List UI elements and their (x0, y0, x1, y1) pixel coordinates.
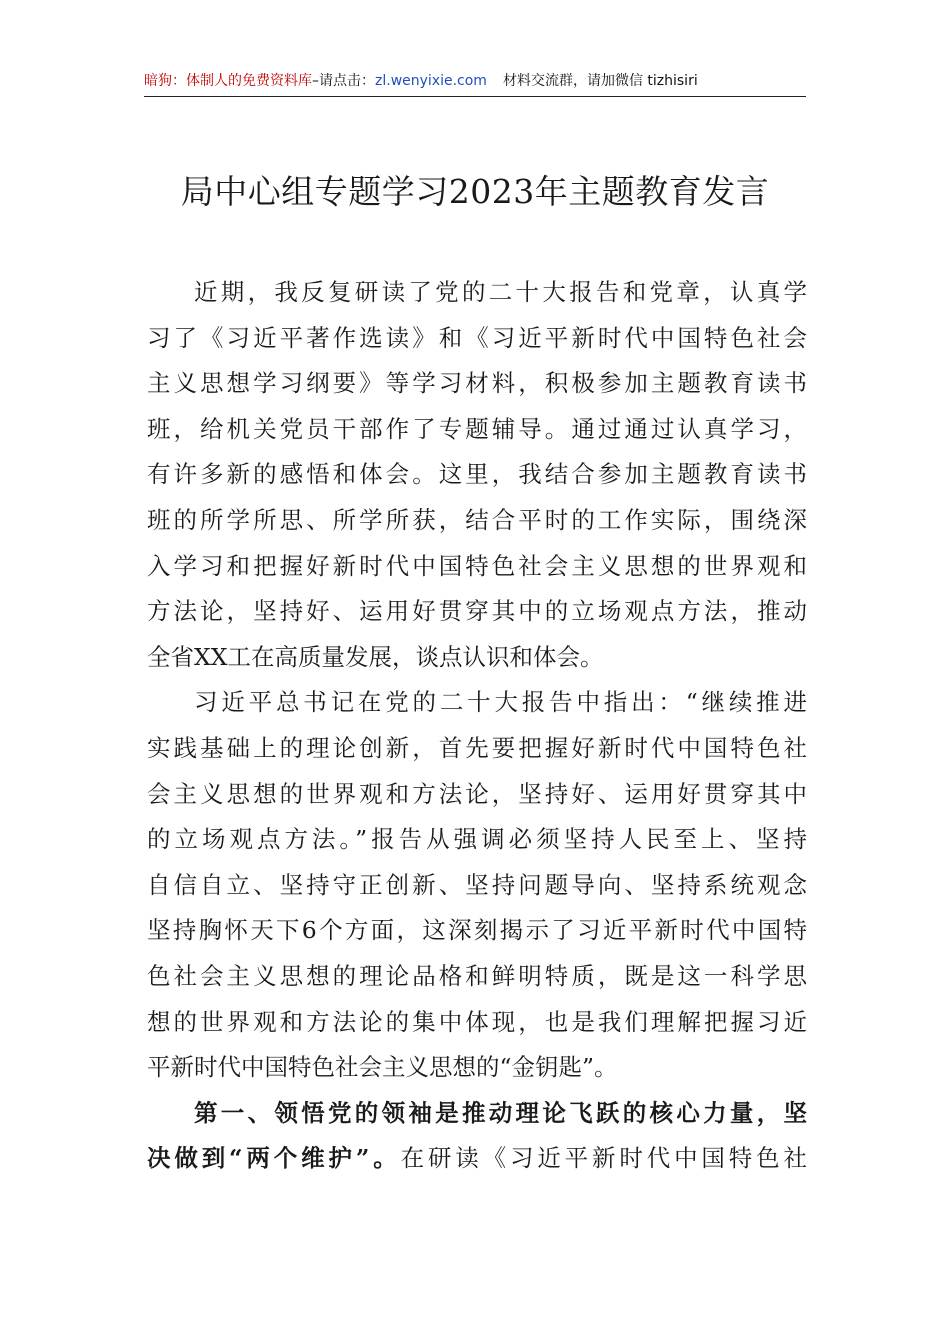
paragraph-3 (147, 1091, 807, 1182)
page-header (144, 66, 806, 96)
paragraph-line: 方法论，坚持好、运用好贯穿其中的立场观点方法，推动 (147, 597, 807, 626)
paragraph-2 (147, 680, 807, 1090)
section-heading-tail: 决做到“两个维护”。 (147, 1144, 401, 1173)
paragraph-line: 主义思想学习纲要》等学习材料，积极参加主题教育读书 (147, 369, 807, 398)
paragraph-line: 坚持胸怀天下6个方面，这深刻揭示了习近平新时代中国特 (147, 916, 807, 945)
paragraph-line: 习了《习近平著作选读》和《习近平新时代中国特色社会 (147, 323, 807, 352)
header-prompt: –请点击： (312, 73, 375, 89)
header-divider (144, 96, 806, 97)
header-brand: 暗狗：体制人的免费资料库 (144, 73, 312, 89)
header-link[interactable]: zl.wenyixie.com (375, 73, 487, 89)
paragraph-line: 的立场观点方法。”报告从强调必须坚持人民至上、坚持 (147, 825, 807, 854)
paragraph-line: 色社会主义思想的理论品格和鲜明特质，既是这一科学思 (147, 961, 807, 990)
paragraph-line: 班，给机关党员干部作了专题辅导。通过通过认真学习， (147, 414, 807, 443)
paragraph-1 (147, 270, 807, 680)
paragraph-line (147, 1136, 807, 1182)
paragraph-line: 实践基础上的理论创新，首先要把握好新时代中国特色社 (147, 733, 807, 762)
section-heading-line: 第一、领悟党的领袖是推动理论飞跃的核心力量，坚 (194, 1098, 807, 1127)
paragraph-line: 入学习和把握好新时代中国特色社会主义思想的世界观和 (147, 551, 807, 580)
paragraph-line: 近期，我反复研读了党的二十大报告和党章，认真学 (194, 278, 807, 306)
paragraph-line: 习近平总书记在党的二十大报告中指出：“继续推进 (194, 688, 807, 717)
paragraph-line: 想的世界观和方法论的集中体现，也是我们理解把握习近 (147, 1007, 807, 1036)
paragraph-line: 会主义思想的世界观和方法论，坚持好、运用好贯穿其中 (147, 779, 807, 808)
document-title: 局中心组专题学习2023年主题教育发言 (180, 172, 770, 211)
paragraph-line: 全省XX工在高质量发展，谈点认识和体会。 (147, 642, 604, 671)
paragraph-line: 班的所学所思、所学所获，结合平时的工作实际，围绕深 (147, 505, 807, 534)
paragraph-line: 自信自立、坚持守正创新、坚持问题导向、坚持系统观念 (147, 870, 807, 899)
header-group-info: 材料交流群，请加微信 tizhisiri (502, 73, 698, 89)
section-body-start: 在研读《习近平新时代中国特色社 (400, 1144, 807, 1173)
paragraph-line: 有许多新的感悟和体会。这里，我结合参加主题教育读书 (147, 460, 807, 489)
document-body (147, 270, 807, 1182)
paragraph-line: 平新时代中国特色社会主义思想的“金钥匙”。 (147, 1053, 618, 1082)
